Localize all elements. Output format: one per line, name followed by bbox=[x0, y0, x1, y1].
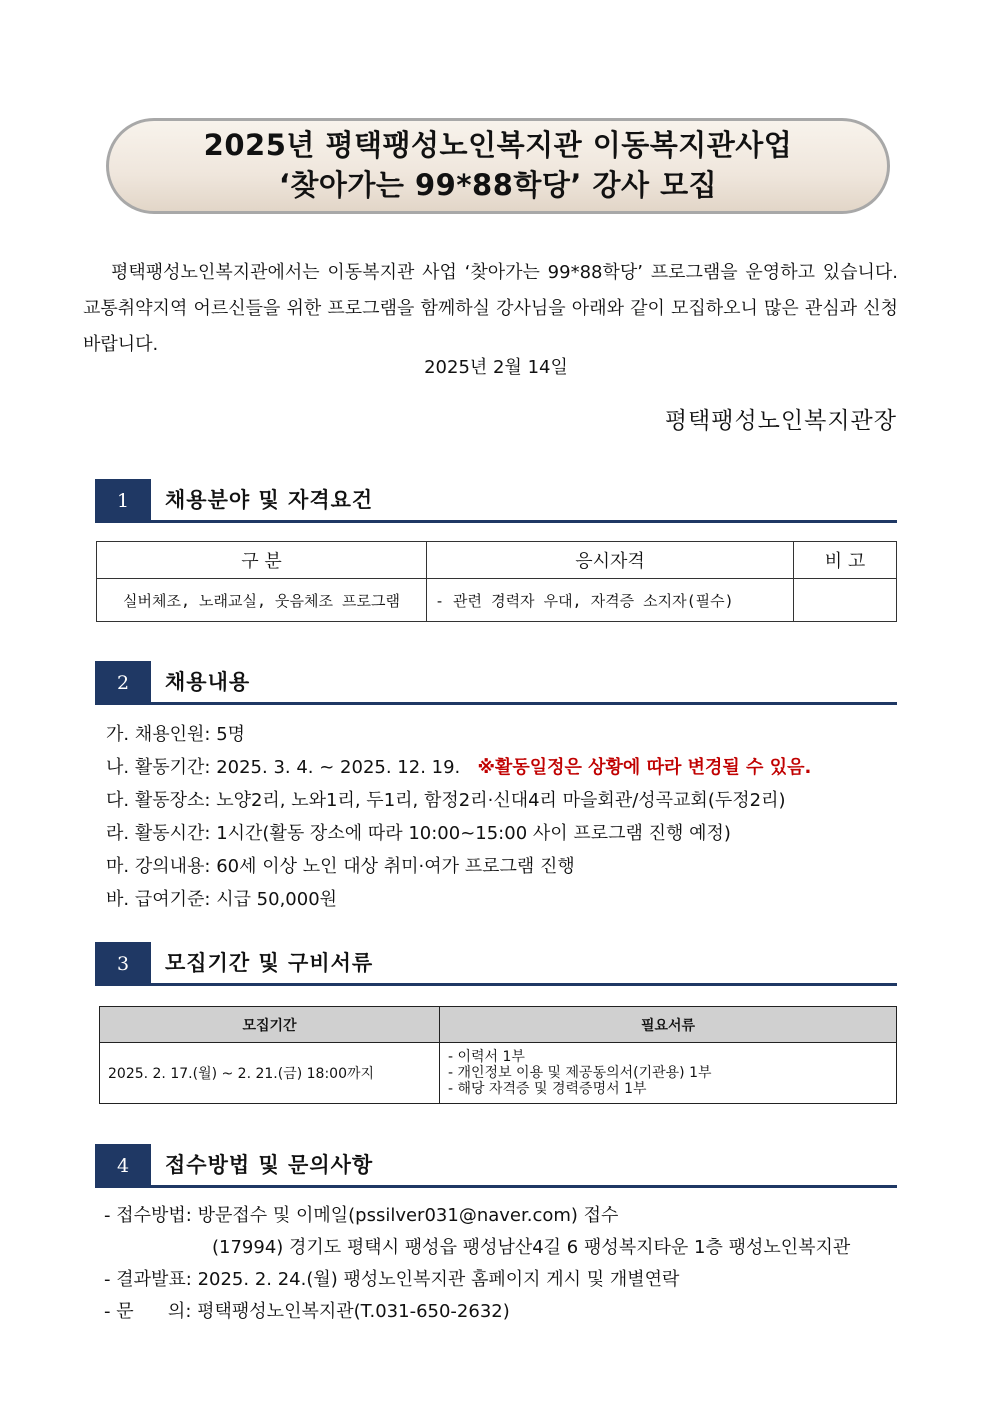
document-item: - 해당 자격증 및 경력증명서 1부 bbox=[448, 1081, 647, 1097]
section-4-number: 4 bbox=[95, 1144, 151, 1188]
address: (17994) 경기도 평택시 팽성읍 팽성남산4길 6 팽성복지타운 1층 팽성노인복지관 bbox=[212, 1237, 851, 1258]
cell-remarks bbox=[794, 579, 897, 622]
section-3-title: 모집기간 및 구비서류 bbox=[165, 951, 374, 975]
document-item: - 이력서 1부 bbox=[448, 1049, 525, 1065]
section-3-header bbox=[95, 942, 897, 986]
inquiry-value: 평택팽성노인복지관(T.031-650-2632) bbox=[197, 1301, 510, 1322]
table-row bbox=[100, 1043, 897, 1104]
list-item bbox=[104, 1200, 850, 1232]
section-4-header bbox=[95, 1144, 897, 1188]
list-item bbox=[106, 718, 811, 751]
period-documents-table bbox=[99, 1006, 897, 1104]
contact-info bbox=[104, 1200, 850, 1328]
header-period: 모집기간 bbox=[100, 1007, 440, 1043]
list-item bbox=[104, 1296, 850, 1328]
cell-qualification: - 관련 경력자 우대, 자격증 소지자(필수) bbox=[427, 579, 794, 622]
header-documents: 필요서류 bbox=[440, 1007, 897, 1043]
item-label: 다. 활동장소: bbox=[106, 790, 211, 811]
table-header-row bbox=[100, 1007, 897, 1043]
item-value: 5명 bbox=[216, 724, 246, 745]
header-remarks: 비 고 bbox=[794, 542, 897, 579]
section-2-header bbox=[95, 661, 897, 705]
section-3-rule bbox=[95, 983, 897, 986]
list-item bbox=[106, 817, 811, 850]
list-item bbox=[106, 883, 811, 916]
list-item bbox=[104, 1264, 850, 1296]
item-label: 나. 활동기간: bbox=[106, 757, 211, 778]
list-item bbox=[106, 751, 811, 784]
section-2-number: 2 bbox=[95, 661, 151, 705]
item-value: 노양2리, 노와1리, 두1리, 함정2리·신대4리 마을회관/성곡교회(두정2리) bbox=[216, 790, 786, 811]
title-line-1: 2025년 평택팽성노인복지관 이동복지관사업 bbox=[203, 128, 793, 162]
section-4-title: 접수방법 및 문의사항 bbox=[165, 1153, 374, 1177]
header-category: 구 분 bbox=[97, 542, 427, 579]
table-header-row bbox=[97, 542, 897, 579]
recruitment-details bbox=[106, 718, 811, 916]
section-2-title: 채용내용 bbox=[165, 670, 251, 694]
schedule-notice: ※활동일정은 상황에 따라 변경될 수 있음. bbox=[477, 757, 812, 778]
item-value: 60세 이상 노인 대상 취미·여가 프로그램 진행 bbox=[216, 856, 575, 877]
item-value: 1시간(활동 장소에 따라 10:00~15:00 사이 프로그램 진행 예정) bbox=[216, 823, 731, 844]
section-1-header bbox=[95, 479, 897, 523]
section-1-number: 1 bbox=[95, 479, 151, 523]
notice-date: 2025년 2월 14일 bbox=[424, 357, 568, 378]
title-line-2: ‘찾아가는 99*88학당’ 강사 모집 bbox=[278, 168, 718, 202]
section-3-number: 3 bbox=[95, 942, 151, 986]
section-2-rule bbox=[95, 702, 897, 705]
cell-documents bbox=[440, 1043, 897, 1104]
item-label: 바. 급여기준: bbox=[106, 889, 211, 910]
section-1-title: 채용분야 및 자격요건 bbox=[165, 488, 374, 512]
list-item bbox=[106, 850, 811, 883]
cell-period: 2025. 2. 17.(월) ~ 2. 21.(금) 18:00까지 bbox=[100, 1043, 440, 1104]
cell-category: 실버체조, 노래교실, 웃음체조 프로그램 bbox=[97, 579, 427, 622]
item-value: 시급 50,000원 bbox=[216, 889, 338, 910]
item-label: 마. 강의내용: bbox=[106, 856, 211, 877]
document-item: - 개인정보 이용 및 제공동의서(기관용) 1부 bbox=[448, 1065, 712, 1081]
list-item bbox=[106, 784, 811, 817]
method-label: - 접수방법: bbox=[104, 1205, 192, 1226]
qualification-table bbox=[96, 541, 897, 622]
table-row bbox=[97, 579, 897, 622]
section-4-rule bbox=[95, 1185, 897, 1188]
header-qualification: 응시자격 bbox=[427, 542, 794, 579]
item-value: 2025. 3. 4. ~ 2025. 12. 19. bbox=[216, 757, 461, 778]
result-label: - 결과발표: bbox=[104, 1269, 192, 1290]
result-value: 2025. 2. 24.(월) 팽성노인복지관 홈페이지 게시 및 개별연락 bbox=[197, 1269, 680, 1290]
section-1-rule bbox=[95, 520, 897, 523]
intro-paragraph bbox=[83, 255, 898, 363]
method-value: 방문접수 및 이메일(pssilver031@naver.com) 접수 bbox=[197, 1205, 619, 1226]
title-banner bbox=[106, 118, 890, 214]
signature: 평택팽성노인복지관장 bbox=[664, 408, 897, 434]
item-label: 라. 활동시간: bbox=[106, 823, 211, 844]
intro-text: 평택팽성노인복지관에서는 이동복지관 사업 ‘찾아가는 99*88학당’ 프로그램을 운영하고 있습니다. 교통취약지역 어르신들을 위한 프로그램을 함께하실 강사님을 아래와 같이 모집하오니 많은 관심과 신청 바랍니다. bbox=[83, 262, 898, 355]
item-label: 가. 채용인원: bbox=[106, 724, 211, 745]
inquiry-label: - 문 의: bbox=[104, 1301, 192, 1322]
